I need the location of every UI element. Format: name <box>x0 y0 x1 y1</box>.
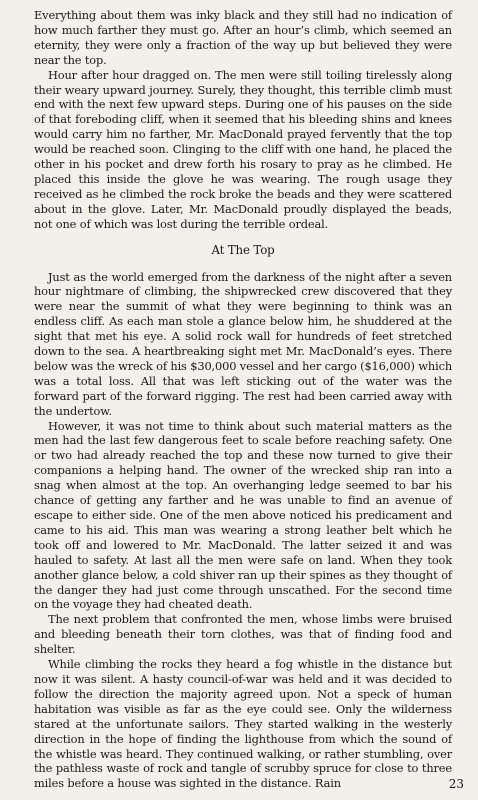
section-heading: At The Top <box>211 242 275 257</box>
paragraph: Everything about them was inky black and they still had no indication of how much farther they must go. After an hour’s climb, which seemed an eternity, they were only a fraction of the way up but believed they were near the top. <box>34 8 452 67</box>
paragraph: However, it was not time to think about such material matters as the men had the last few dangerous feet to scale before reaching safety. One or two had already reached the top and these now turned to give their companions a helping hand. The owner of the wrecked ship ran into a snag when almost at the top. An overhanging ledge seemed to bar his chance of getting any farther and he was unable to find an avenue of escape to either side. One of the men above noticed his predicament and came to his aid. This man was wearing a strong leather belt which he took off and lowered to Mr. MacDonald. The latter seized it and was hauled to safety. At last all the men were safe on land. When they took another glance below, a cold shiver ran up their spines as they thought of the danger they had just come through unscathed. For the second time on the voyage they had cheated death. <box>34 418 452 612</box>
paragraph: Just as the world emerged from the darkness of the night after a seven hour nightmare of climbing, the shipwrecked crew discovered that they were near the summit of what they were beginning to think was an endless cliff. As each man stole a glance below him, he shuddered at the sight that met his eye. A solid rock wall for hundreds of feet stretched down to the sea. A heartbreaking sight met Mr. MacDonald’s eyes. There below was the wreck of his $30,000 vessel and her cargo ($16,000) which was a total loss. All that was left sticking out of the water was the forward part of the forward rigging. The rest had been carried away with the undertow. <box>34 269 452 418</box>
paragraph: Hour after hour dragged on. The men were still toiling tirelessly along their weary upward journey. Surely, they thought, this terrible climb must end with the next few upward steps. During one of his pauses on the side of that foreboding cliff, when it seemed that his bleeding shins and knees would carry him no farther, Mr. MacDonald prayed fervently that the top would be reached soon. Clinging to the cliff with one hand, he placed the other in his pocket and drew forth his rosary to pray as he climbed. He placed this inside the glove he was wearing. The rough usage they received as he climbed the rock broke the beads and they were scattered about in the glove. Later, Mr. MacDonald proudly displayed the beads, not one of which was lost during the terrible ordeal. <box>34 67 452 231</box>
article-page <box>34 8 452 791</box>
page-number: 23 <box>448 777 464 791</box>
paragraph: While climbing the rocks they heard a fog whistle in the distance but now it was silent. A hasty council-of-war was held and it was decided to follow the direction the majority agreed upon. Not a speck of human habitation was visible as far as the eye could see. Only the wilderness stared at the unfortunate sailors. They started walking in the westerly direction in the hope of finding the lighthouse from which the sound of the whistle was heard. They continued walking, or rather stumbling, over the pathless waste of rock and tangle of scrubby spruce for close to three miles before a house was sighted in the distance. Rain <box>34 657 452 791</box>
paragraph: The next problem that confronted the men, whose limbs were bruised and bleeding beneath their torn clothes, was that of finding food and shelter. <box>34 612 452 657</box>
